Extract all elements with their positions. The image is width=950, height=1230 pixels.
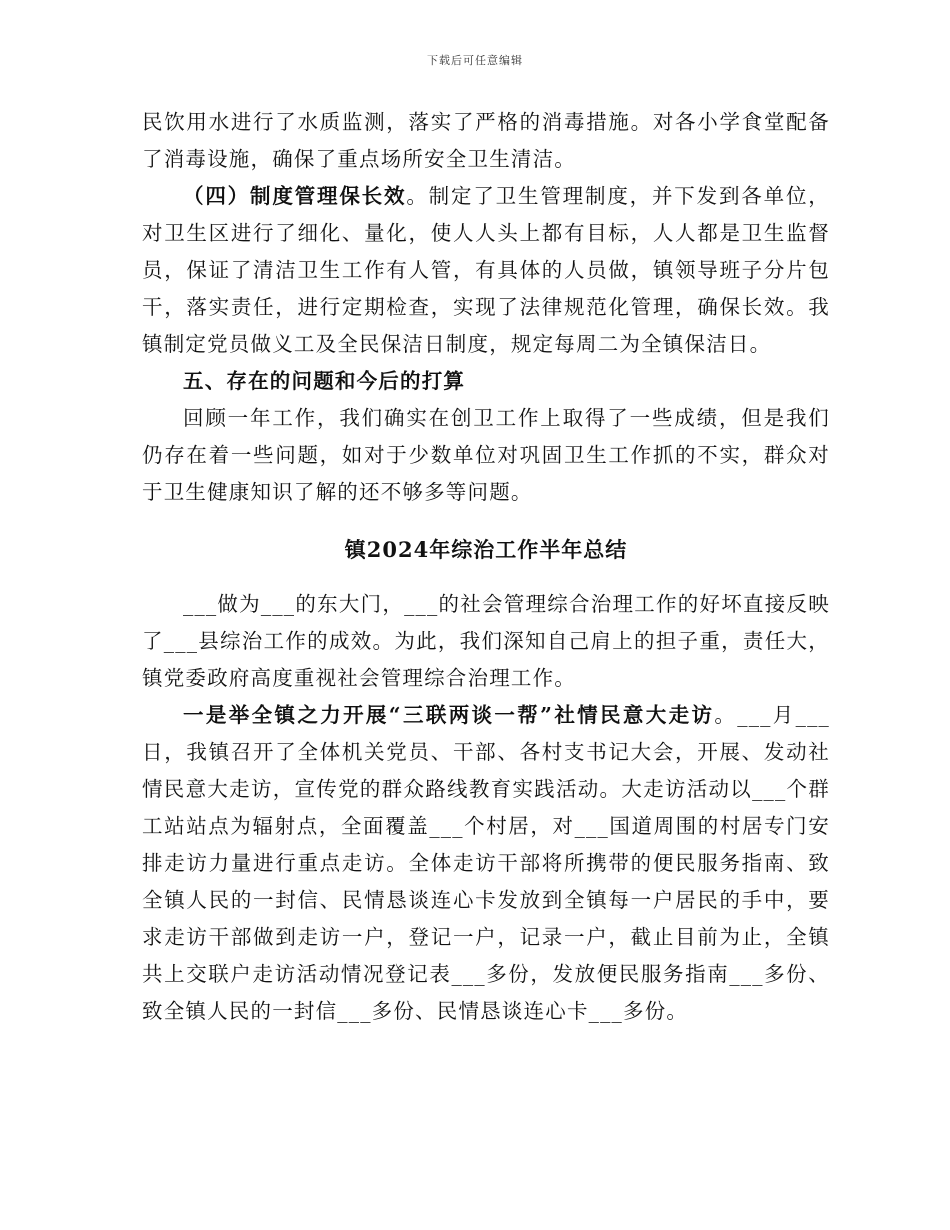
paragraph-water-disinfection: 民饮用水进行了水质监测，落实了严格的消毒措施。对各小学食堂配备了消毒设施，确保了重点场所安全卫生清洁。 (142, 110, 830, 171)
section-heading-5: 五、存在的问题和今后的打算 (183, 369, 466, 393)
paragraph-review: 回顾一年工作，我们确实在创卫工作上取得了一些成绩，但是我们仍存在着一些问题，如对于少数单位对巩固卫生工作抓的不实，群众对于卫生健康知识了解的还不够多等问题。 (142, 406, 830, 504)
paragraph-system-management (142, 178, 830, 363)
section-lead-4: （四）制度管理保长效 (183, 184, 407, 208)
point-one-lead: 一是举全镇之力开展“三联两谈一帮”社情民意大走访 (183, 703, 715, 727)
point-one-body: 。___月___日，我镇召开了全体机关党员、干部、各村支书记大会，开展、发动社情民意大走访，宣传党的群众路线教育实践活动。大走访活动以___个群工站站点为辐射点，全面覆盖___个村居，对___国道周围的村居专门安排走访力量进行重点走访。全体走访干部将所携带的便民服务指南、致全镇人民的一封信、民情恳谈连心卡发放到全镇每一户居民的手中，要求走访干部做到走访一户，登记一户，记录一户，截止目前为止，全镇共上交联户走访活动情况登记表___多份，发放便民服务指南___多份、致全镇人民的一封信___多份、民情恳谈连心卡___多份。 (142, 703, 830, 1023)
document-title: 镇2024年综治工作半年总结 (344, 537, 628, 562)
page-header: 下载后可任意编辑 (427, 54, 523, 67)
paragraph-intro: ___做为___的东大门，___的社会管理综合治理工作的好坏直接反映了___县综治工作的成效。为此，我们深知自己肩上的担子重，责任大，镇党委政府高度重视社会管理综合治理工作。 (142, 592, 830, 690)
section-body-4: 。制定了卫生管理制度，并下发到各单位，对卫生区进行了细化、量化，使人人头上都有目标，人人都是卫生监督员，保证了清洁卫生工作有人管，有具体的人员做，镇领导班子分片包干，落实责任，进行定期检查，实现了法律规范化管理，确保长效。我镇制定党员做义工及全民保洁日制度，规定每周二为全镇保洁日。 (142, 184, 830, 356)
document-body (142, 104, 830, 1030)
paragraph-visits (142, 697, 830, 1030)
